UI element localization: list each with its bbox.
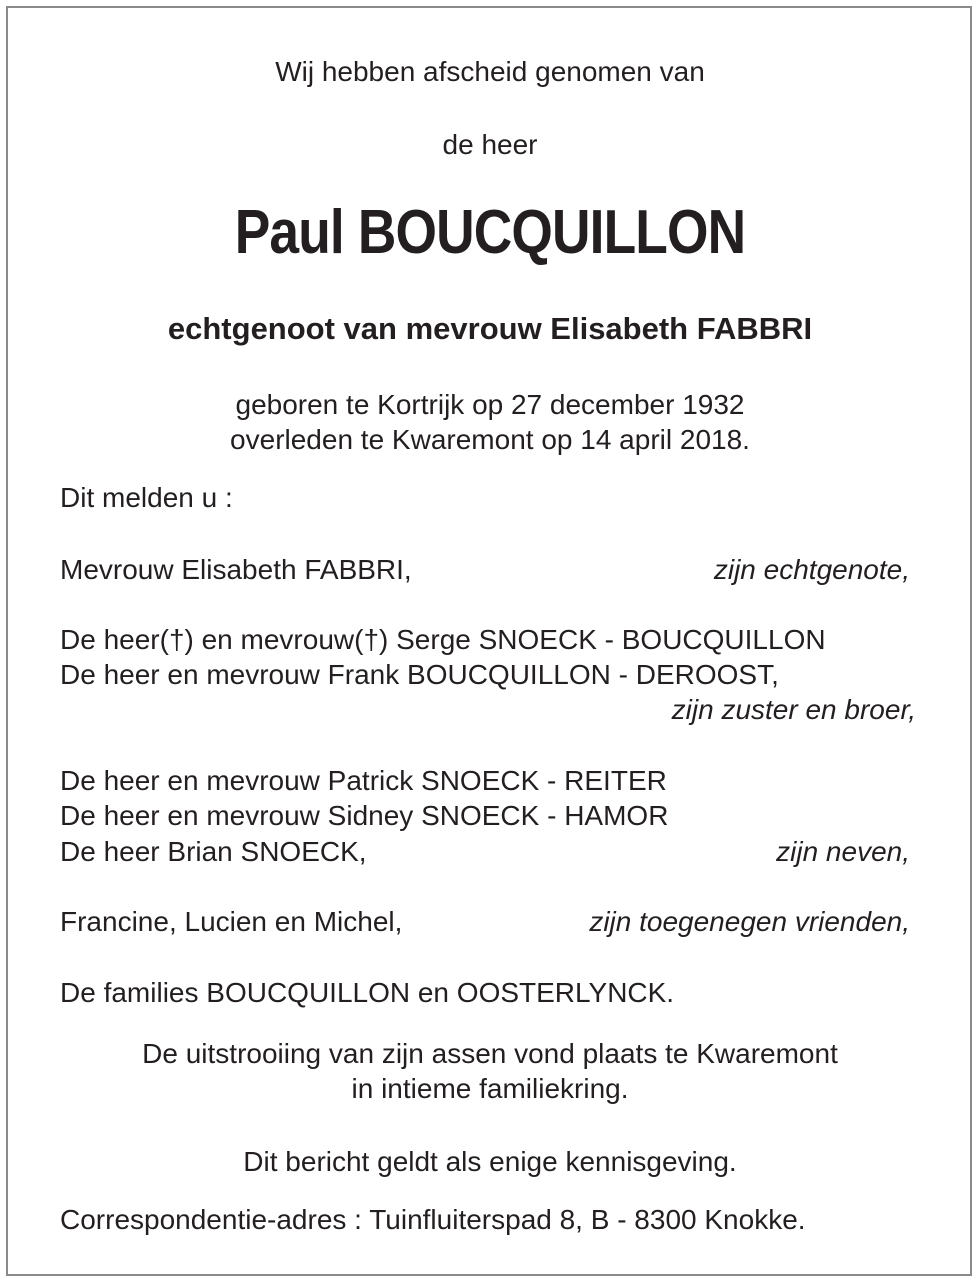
deceased-name: Paul BOUCQUILLON — [234, 198, 746, 267]
friends-names: Francine, Lucien en Michel, — [60, 906, 403, 937]
siblings-relation: zijn zuster en broer, — [671, 694, 916, 725]
sibling-2: De heer en mevrouw Frank BOUCQUILLON - DEROOST, — [60, 659, 779, 690]
wife-relation: zijn echtgenote, — [713, 554, 910, 585]
families-line: De families BOUCQUILLON en OOSTERLYNCK. — [60, 977, 675, 1008]
nephew-2: De heer en mevrouw Sidney SNOECK - HAMOR — [60, 800, 669, 831]
death-line: overleden te Kwaremont op 14 april 2018. — [230, 424, 750, 455]
title-text: de heer — [442, 129, 538, 160]
ceremony-line-2: in intieme familiekring. — [351, 1073, 629, 1104]
address-line: Correspondentie-adres : Tuinfluiterspad 8, B - 8300 Knokke. — [60, 1204, 806, 1235]
friends-relation: zijn toegenegen vrienden, — [589, 906, 910, 937]
nephew-1: De heer en mevrouw Patrick SNOECK - REITER — [60, 765, 667, 796]
birth-line: geboren te Kortrijk op 27 december 1932 — [235, 389, 745, 420]
sibling-1: De heer(†) en mevrouw(†) Serge SNOECK - BOUCQUILLON — [60, 624, 826, 655]
wife-name: Mevrouw Elisabeth FABBRI, — [60, 554, 412, 585]
nephew-3: De heer Brian SNOECK, — [60, 836, 367, 867]
notice-line: Dit bericht geldt als enige kennisgeving. — [243, 1146, 737, 1177]
spouse-line: echtgenoot van mevrouw Elisabeth FABBRI — [167, 311, 813, 346]
nephews-relation: zijn neven, — [776, 836, 910, 867]
notify-intro: Dit melden u : — [60, 482, 233, 513]
ceremony-line-1: De uitstrooiing van zijn assen vond plaats te Kwaremont — [142, 1038, 838, 1069]
intro-text: Wij hebben afscheid genomen van — [275, 56, 705, 87]
